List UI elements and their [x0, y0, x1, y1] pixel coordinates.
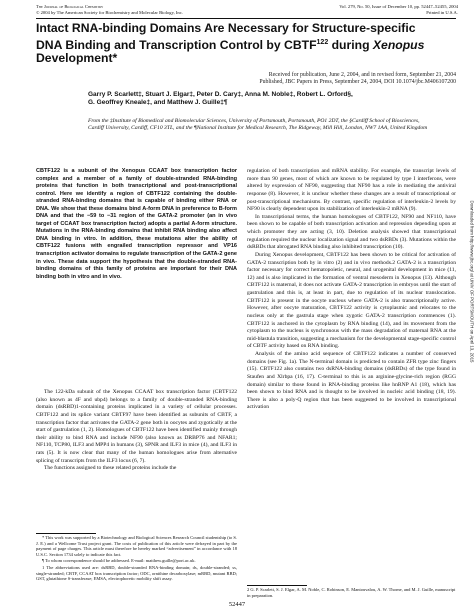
author-list	[88, 91, 433, 108]
paragraph: During Xenopus development, CBTF122 has been shown to be critical for activation of GATA-2 transcription both by in vitro (2) and in vivo methods.2 GATA-2 is a transcription factor necessary for correct hematopoietic, neural, and urogenital development in mice (11, 12) and is also implicated in the formation of ventral mesoderm in Xenopus (13). Although CBTF122 is maternal, it does not activate GATA-2 transcription in embryos until the start of gastrulation and this is, at least in part, due to regulation of its nuclear translocation. CBTF122 is present in the oocyte nucleus where GATA-2 is also transcriptionally active. However, after oocyte maturation, CBTF122 activity is cytoplasmic and relocates to the nucleus only at the gastrula stage when zygotic GATA-2 transcription commences (1). CBTF122 is anchored in the cytoplasm by RNA binding (14), and its movement from the cytoplasm to the nucleus is synchronous with the mass degradation of maternal RNA at the mid-blastula transition, suggesting a mechanism for the developmental stage-specific control of CBTF activity based on RNA binding.	[247, 251, 456, 350]
article-title	[36, 22, 441, 66]
header-rule	[36, 18, 456, 19]
title-sup: 122	[316, 38, 329, 46]
abstract: CBTF122 is a subunit of the Xenopus CCAAT box transcription factor complex and a member of a family of double-stranded RNA-binding proteins that function in both transcriptional and post-transcriptional control. Here we identify a region of CBTF122 containing the double-stranded RNA-binding domains that is capable of binding either RNA or DNA. We show that these domains bind A-form DNA in preference to B-form DNA and that the −59 to −31 region of the GATA-2 promoter (an in vivo target of CCAAT box transcription factor) adopts a partial A-form structure. Mutations in the RNA-binding domains that inhibit RNA binding also affect DNA binding in vitro. In addition, these mutations alter the ability of CBTF122 fusions with engrailed transcription repressor and VP16 transcription activator domains to regulate transcription of the GATA-2 gene in vivo. These data support the hypothesis that the double-stranded RNA-binding domains of this family of proteins are important for their DNA binding both in vitro and in vivo.	[36, 168, 237, 280]
printed-line: Printed in U.S.A.	[426, 9, 458, 15]
authors-line-1: Garry P. Scarlett‡, Stuart J. Elgar‡, Peter D. Cary‡, Anna M. Noble‡, Robert L. Orford§,	[88, 91, 353, 98]
journal-header	[36, 4, 183, 15]
body-left-column	[36, 389, 237, 473]
paragraph: The 122-kDa subunit of the Xenopus CCAAT box transcription factor (CBTF122 (also known as 4F and ubp4) belongs to a family of double-stranded RNA-binding domain (dsRBD)1-containing proteins implicated in a variety of cellular processes. CBTF122 and its splice variant CBTF97 have been identified as subunits of CBTF, a transcription factor that activates the GATA-2 gene both in oocytes and zygotically at the start of gastrulation (1, 2). Homologues of CBTF122 have been identified mainly through their ability to bind RNA and include NF90 (also known as DRBP76 and NFAR1; NF110, TCP80, ILF3 and MPP4 in humans (3), SPNR and ILF3 in mice (4), and ILF3 in rats (5). It is now clear that many of the human homologues arise from alternative splicing of transcripts from the ILF3 locus (6, 7).	[36, 389, 237, 464]
title-part3: Development*	[36, 51, 118, 66]
affiliations: From the ‡Institute of Biomedical and Biomolecular Sciences, University of Portsmouth, Portsmouth, PO1 2DT, the §Cardiff School of Biosciences, Cardiff University, Cardiff, CF10 3TL, and the ¶National Institute for Medical Research, The Ridgeway, Mill Hill, London, NW7 1AA, United Kingdom	[88, 118, 428, 131]
download-watermark	[470, 200, 474, 600]
received-line: Received for publication, June 2, 2004, and in revised form, September 21, 2004	[268, 72, 456, 78]
received-dates	[116, 72, 456, 87]
title-part1: Intact RNA-binding Domains Are Necessary for Structure-specific DNA Binding and Transcription Control by CBTF	[36, 21, 416, 52]
volume-line: Vol. 279, No. 50, Issue of December 10, pp. 52447–52455, 2004	[339, 4, 458, 9]
copyright-line: © 2004 by The American Society for Biochemistry and Molecular Biology, Inc.	[36, 9, 183, 15]
footnotes	[36, 535, 237, 583]
footnote-correspondence: ¶ To whom correspondence should be addressed. E-mail: matthew.guille@port.ac.uk.	[42, 558, 196, 564]
footnote-rule	[36, 533, 96, 534]
paragraph: regulation of both transcription and mRNA stability. For example, the transcript levels of more than 90 genes, most of which are known to be regulated by type I interferons, were altered by expression of NF90, suggesting that NF90 has a role in mediating the antiviral response (8). However, it is unclear whether these changes are a result of transcriptional or post-transcriptional mechanisms. By contrast, specific regulation of interleukin-2 levels by NF90 is clearly dependent upon its stabilization of interleukin-2 mRNA (9).	[247, 168, 456, 213]
authors-line-2: G. Geoffrey Kneale‡, and Matthew J. Guille‡¶	[88, 99, 228, 107]
journal-name: The Journal of Biological Chemistry	[36, 4, 104, 9]
footnote-abbreviations: 1 The abbreviations used are: dsRBD, double-stranded RNA-binding domain; ds, double-stranded; ss, single-stranded; CBTF, CCAAT box transcription factor; ODC, ornithine decarboxylase; mRBD, mutant RBD; GST, glutathione S-transferase; EMSA, electrophoretic mobility shift assay.	[36, 564, 237, 582]
paragraph: In transcriptional terms, the human homologues of CBTF122, NF90 and NF110, have been shown to be capable of both transcription activation and repression depending upon at which promoter they are acting (3, 10). Deletion analysis showed that transcriptional regulation required the nuclear localization signal and two dsRBDs (3). Mutations within the dsRBDs that abrogated RNA binding also inhibited transcription (10).	[247, 213, 456, 251]
download-watermark-text: Downloaded from http://www.jbc.org/ at UNIV OF PORTSMOUTH on April 13, 2015	[469, 200, 475, 363]
title-part2: during	[328, 37, 373, 52]
volume-header	[339, 4, 458, 15]
footnote-manuscript: 2 G. P. Scarlett, S. J. Elgar, A. M. Noble, C. Robinson, E. Mantouvalou, A. W. Thorne, and M. J. Guille, manuscript in preparation.	[247, 587, 456, 598]
footnote-rule-right	[247, 585, 307, 586]
paragraph: The functions assigned to these related proteins include the	[44, 465, 177, 472]
published-line: Published, JBC Papers in Press, September 24, 2004, DOI 10.1074/jbc.M406107200	[259, 79, 456, 86]
footnote-funding: * This work was supported by a Biotechnology and Biological Sciences Research Council studentship (to S. J. E.) and a Wellcome Trust project grant. The costs of publication of this article were defrayed in part by the payment of page charges. This article must therefore be hereby marked “advertisement” in accordance with 18 U.S.C. Section 1734 solely to indicate this fact.	[36, 535, 237, 557]
page-number: 52447	[228, 601, 246, 608]
body-right-column	[247, 168, 456, 412]
paragraph: Analysis of the amino acid sequence of CBTF122 indicates a number of conserved domains (see Fig. 1a). The N-terminal domain is predicted to contain ZFR type zinc fingers (15). CBTF122 also contains two dsRNA-binding domains (dsRBDs) of the type found in Staufen and Xlrbpa (16, 17). C-terminal to this is an arginine-glycine-rich region (RGG domain) similar to those found in RNA-binding proteins like hnRNP A1 (18), which has been shown to bind RNA and is thought to be involved in nucleic acid binding (18, 19). There is also a poly-Q region that has been suggested to be involved in transcriptional activation	[247, 351, 456, 411]
title-italic: Xenopus	[372, 37, 425, 52]
